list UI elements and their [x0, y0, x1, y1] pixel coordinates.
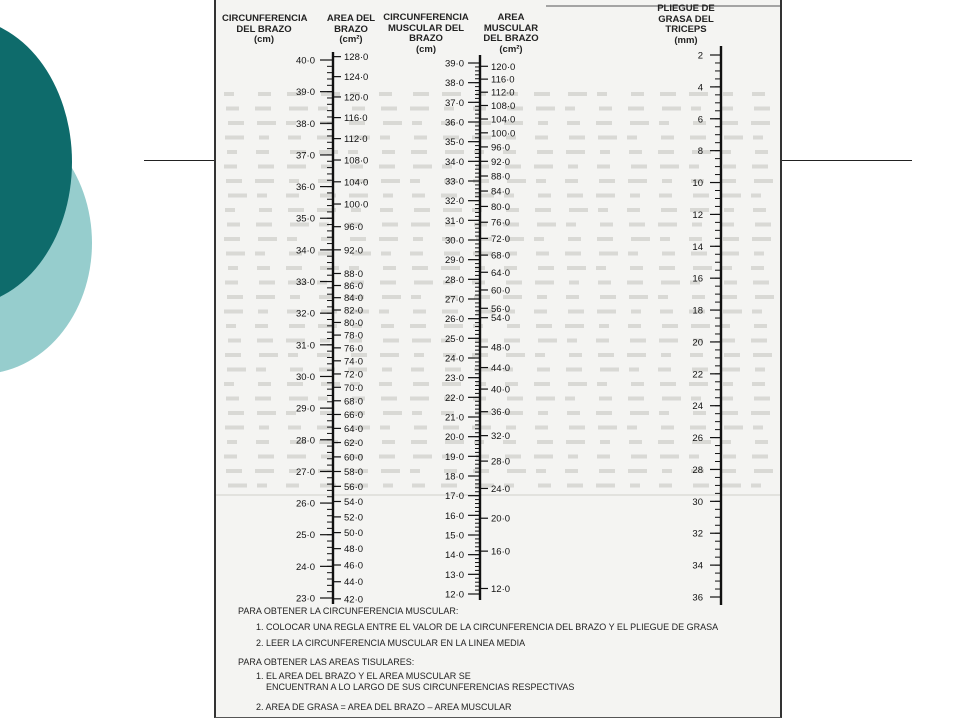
label-arm-area: 66·0 — [344, 409, 364, 421]
label-muscle-area: 72·0 — [491, 233, 511, 245]
label-arm-area: 74·0 — [344, 356, 364, 368]
label-muscle-circumference: 34·0 — [444, 156, 464, 168]
label-muscle-circumference: 22·0 — [444, 392, 464, 404]
label-muscle-circumference: 16·0 — [444, 510, 464, 522]
label-triceps-skinfold: 4 — [697, 82, 703, 94]
label-arm-circumference: 40·0 — [295, 55, 315, 67]
label-arm-area: 78·0 — [344, 330, 364, 342]
label-muscle-area: 76·0 — [491, 217, 511, 229]
label-triceps-skinfold: 10 — [692, 178, 703, 190]
instruction-areas-step1: 1. EL AREA DEL BRAZO Y EL AREA MUSCULAR SE ENCUENTRAN A LO LARGO DE SUS CIRCUNFERENCIAS RESPECTIVAS — [256, 671, 575, 692]
label-arm-area: 52·0 — [344, 512, 364, 524]
label-muscle-circumference: 32·0 — [444, 196, 464, 208]
label-muscle-area: 32·0 — [491, 431, 511, 443]
label-muscle-area: 28·0 — [491, 456, 511, 468]
label-arm-area: 82·0 — [344, 305, 364, 317]
instruction-areas-title: PARA OBTENER LAS AREAS TISULARES: — [238, 657, 415, 667]
label-arm-area: 116·0 — [344, 113, 368, 125]
label-muscle-area: 112·0 — [491, 87, 515, 99]
label-arm-area: 96·0 — [344, 222, 364, 234]
label-arm-circumference: 32·0 — [295, 308, 315, 320]
label-arm-circumference: 28·0 — [295, 435, 315, 447]
label-muscle-circumference: 29·0 — [444, 255, 464, 267]
label-muscle-area: 56·0 — [491, 303, 511, 315]
label-muscle-area: 64·0 — [491, 267, 511, 279]
label-arm-circumference: 27·0 — [295, 466, 315, 478]
label-arm-area: 68·0 — [344, 396, 364, 408]
label-arm-area: 46·0 — [344, 560, 364, 572]
label-muscle-circumference: 14·0 — [444, 550, 464, 562]
label-triceps-skinfold: 2 — [697, 50, 703, 62]
label-muscle-area: 92·0 — [491, 156, 511, 168]
label-arm-area: 44·0 — [344, 577, 364, 589]
label-muscle-area: 88·0 — [491, 171, 511, 183]
label-muscle-circumference: 26·0 — [444, 314, 464, 326]
label-muscle-circumference: 35·0 — [444, 137, 464, 149]
label-arm-area: 112·0 — [344, 134, 368, 146]
label-arm-area: 100·0 — [344, 199, 369, 211]
label-muscle-area: 96·0 — [491, 142, 511, 154]
label-muscle-area: 68·0 — [491, 250, 511, 262]
label-muscle-area: 36·0 — [491, 407, 511, 419]
header-muscle-area: AREA MUSCULAR DEL BRAZO (cm²) — [483, 12, 539, 55]
title-rule-right — [782, 160, 912, 161]
label-muscle-area: 20·0 — [491, 513, 511, 525]
label-arm-circumference: 34·0 — [295, 245, 315, 257]
label-arm-area: 48·0 — [344, 544, 364, 556]
label-arm-area: 64·0 — [344, 423, 364, 435]
instruction-areas-step2: 2. AREA DE GRASA = AREA DEL BRAZO – AREA MUSCULAR — [256, 702, 512, 712]
label-muscle-area: 40·0 — [491, 384, 511, 396]
label-arm-circumference: 39·0 — [295, 87, 315, 99]
header-triceps-skinfold: PLIEGUE DE GRASA DEL TRICEPS (mm) — [657, 3, 715, 46]
label-arm-area: 84·0 — [344, 293, 364, 305]
label-arm-area: 86·0 — [344, 281, 364, 293]
instruction-muscle-step2: 2. LEER LA CIRCUNFERENCIA MUSCULAR EN LA LINEA MEDIA — [256, 638, 526, 648]
label-muscle-circumference: 19·0 — [444, 451, 464, 463]
label-muscle-circumference: 12·0 — [444, 589, 464, 601]
label-arm-circumference: 24·0 — [295, 561, 315, 573]
label-muscle-circumference: 15·0 — [444, 530, 464, 542]
label-muscle-circumference: 38·0 — [444, 78, 464, 90]
label-arm-circumference: 33·0 — [295, 277, 315, 289]
label-muscle-circumference: 21·0 — [444, 412, 464, 424]
label-arm-area: 72·0 — [344, 369, 364, 381]
label-muscle-area: 44·0 — [491, 363, 511, 375]
label-muscle-area: 100·0 — [491, 128, 516, 140]
label-muscle-circumference: 23·0 — [444, 373, 464, 385]
instruction-muscle-title: PARA OBTENER LA CIRCUNFERENCIA MUSCULAR: — [238, 606, 459, 616]
label-arm-circumference: 31·0 — [295, 340, 315, 352]
label-muscle-area: 80·0 — [491, 201, 511, 213]
label-triceps-skinfold: 8 — [697, 146, 703, 158]
label-muscle-circumference: 27·0 — [444, 294, 464, 306]
label-triceps-skinfold: 24 — [692, 401, 703, 413]
label-triceps-skinfold: 22 — [692, 369, 703, 381]
label-muscle-circumference: 30·0 — [444, 235, 464, 247]
title-rule-left — [144, 160, 216, 161]
label-arm-area: 88·0 — [344, 268, 364, 280]
label-muscle-area: 24·0 — [491, 483, 511, 495]
label-muscle-circumference: 37·0 — [444, 97, 464, 109]
label-arm-circumference: 30·0 — [295, 371, 315, 383]
label-muscle-area: 48·0 — [491, 342, 511, 354]
label-arm-area: 60·0 — [344, 452, 364, 464]
label-muscle-circumference: 17·0 — [444, 491, 464, 503]
label-muscle-circumference: 28·0 — [444, 274, 464, 286]
label-muscle-area: 104·0 — [491, 114, 516, 126]
label-arm-area: 76·0 — [344, 343, 364, 355]
label-muscle-circumference: 25·0 — [444, 333, 464, 345]
label-arm-area: 70·0 — [344, 382, 364, 394]
label-muscle-circumference: 18·0 — [444, 471, 464, 483]
label-muscle-circumference: 33·0 — [444, 176, 464, 188]
label-arm-circumference: 36·0 — [295, 182, 315, 194]
label-muscle-area: 116·0 — [491, 74, 515, 86]
header-arm-circumference: CIRCUNFERENCIA DEL BRAZO (cm) — [222, 13, 308, 45]
label-arm-circumference: 29·0 — [295, 403, 315, 415]
label-muscle-area: 108·0 — [491, 100, 516, 112]
label-arm-circumference: 23·0 — [295, 593, 315, 605]
label-arm-area: 108·0 — [344, 155, 369, 167]
label-muscle-circumference: 24·0 — [444, 353, 464, 365]
label-arm-area: 50·0 — [344, 528, 364, 540]
label-arm-area: 128·0 — [344, 52, 369, 64]
label-arm-area: 54·0 — [344, 496, 364, 508]
label-arm-circumference: 35·0 — [295, 213, 315, 225]
label-arm-circumference: 25·0 — [295, 530, 315, 542]
label-arm-area: 42·0 — [344, 594, 364, 606]
instruction-muscle-step1: 1. COLOCAR UNA REGLA ENTRE EL VALOR DE LA CIRCUNFERENCIA DEL BRAZO Y EL PLIEGUE DE GRASA — [256, 622, 719, 632]
label-triceps-skinfold: 12 — [692, 209, 703, 221]
label-arm-circumference: 38·0 — [295, 118, 315, 130]
label-triceps-skinfold: 20 — [692, 337, 703, 349]
label-triceps-skinfold: 36 — [692, 592, 703, 604]
label-triceps-skinfold: 16 — [692, 273, 703, 285]
label-triceps-skinfold: 34 — [692, 560, 703, 572]
label-triceps-skinfold: 28 — [692, 464, 703, 476]
label-triceps-skinfold: 26 — [692, 433, 703, 445]
label-triceps-skinfold: 32 — [692, 528, 703, 540]
label-muscle-area: 12·0 — [491, 583, 511, 595]
header-arm-area: AREA DEL BRAZO (cm²) — [326, 13, 376, 45]
label-triceps-skinfold: 18 — [692, 305, 703, 317]
label-arm-circumference: 37·0 — [295, 150, 315, 162]
label-arm-area: 56·0 — [344, 481, 364, 493]
label-muscle-circumference: 20·0 — [444, 432, 464, 444]
label-muscle-circumference: 13·0 — [444, 569, 464, 581]
label-arm-area: 124·0 — [344, 72, 369, 84]
header-muscle-circumference: CIRCUNFERENCIA MUSCULAR DEL BRAZO (cm) — [383, 12, 469, 55]
label-arm-area: 58·0 — [344, 466, 364, 478]
label-arm-area: 120·0 — [344, 92, 369, 104]
label-triceps-skinfold: 14 — [692, 241, 703, 253]
label-arm-circumference: 26·0 — [295, 498, 315, 510]
nomogram-image — [214, 0, 782, 718]
label-arm-area: 104·0 — [344, 177, 369, 189]
label-muscle-circumference: 39·0 — [444, 58, 464, 70]
label-muscle-area: 120·0 — [491, 61, 516, 73]
label-muscle-circumference: 36·0 — [444, 117, 464, 129]
label-arm-area: 92·0 — [344, 245, 364, 257]
label-muscle-area: 54·0 — [491, 313, 511, 325]
label-muscle-area: 60·0 — [491, 285, 511, 297]
label-triceps-skinfold: 6 — [697, 114, 703, 126]
label-triceps-skinfold: 30 — [692, 496, 703, 508]
label-arm-area: 62·0 — [344, 438, 364, 450]
label-muscle-area: 84·0 — [491, 186, 511, 198]
label-arm-area: 80·0 — [344, 317, 364, 329]
label-muscle-area: 16·0 — [491, 546, 511, 558]
label-muscle-circumference: 31·0 — [444, 215, 464, 227]
